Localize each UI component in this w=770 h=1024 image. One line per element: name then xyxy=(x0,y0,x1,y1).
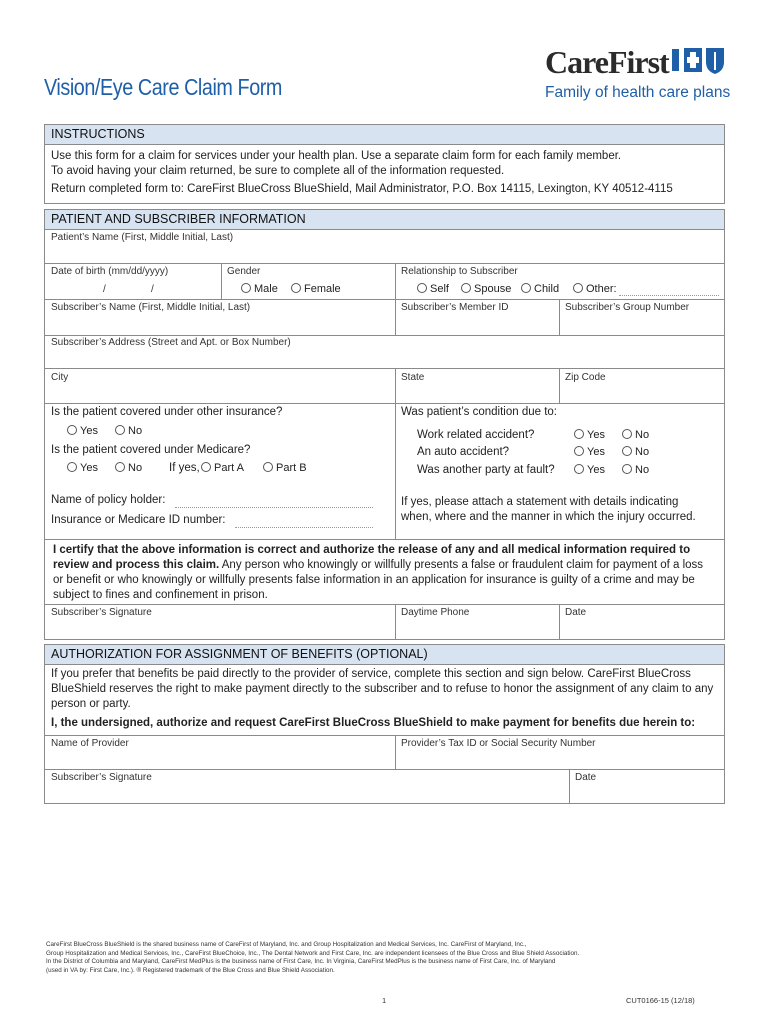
work-accident-label: Work related accident? xyxy=(417,429,535,441)
attach-statement-line-1: If yes, please attach a statement with details indicating xyxy=(401,496,679,508)
instructions-line-2: To avoid having your claim returned, be sure to complete all of the information requested. xyxy=(51,165,505,177)
member-id-label: Subscriber’s Member ID xyxy=(401,302,509,313)
medicare-part-b-radio[interactable]: Part B xyxy=(263,462,307,474)
logo-tagline: Family of health care plans xyxy=(545,84,731,101)
relationship-spouse-radio[interactable]: Spouse xyxy=(461,283,511,295)
party-fault-label: Was another party at fault? xyxy=(417,464,555,476)
subscriber-name-label: Subscriber’s Name (First, Middle Initial, Last) xyxy=(51,302,251,313)
radio-circle-icon xyxy=(461,283,471,293)
gender-label: Gender xyxy=(227,266,261,277)
authorization-section xyxy=(44,644,725,804)
carefirst-logo xyxy=(545,44,731,106)
instructions-line-1: Use this form for a claim for services under your health plan. Use a separate claim form for each family member. xyxy=(51,150,622,162)
radio-circle-icon xyxy=(521,283,531,293)
subscriber-signature-label: Subscriber’s Signature xyxy=(51,607,152,618)
insurance-id-input[interactable] xyxy=(235,527,373,528)
other-insurance-question: Is the patient covered under other insurance? xyxy=(51,406,283,418)
state-label: State xyxy=(401,372,425,383)
certification-text: I certify that the above information is correct and authorize the release of any and all medical information required to review and process this claim. Any person who knowingly or willfully presents a false or fraudulent claim for payment of a loss or benefit or who knowingly or willfully presents false information in an application for insurance is guilty of a crime and may be subject to fines and confinement in prison. xyxy=(53,544,704,601)
radio-circle-icon xyxy=(574,446,584,456)
city-label: City xyxy=(51,372,69,383)
auto-accident-label: An auto accident? xyxy=(417,446,510,458)
instructions-section xyxy=(44,124,725,204)
radio-circle-icon xyxy=(115,425,125,435)
authorization-date-label: Date xyxy=(575,772,597,783)
instructions-line-3: Return completed form to: CareFirst BlueCross BlueShield, Mail Administrator, P.O. Box 14115, Lexington, KY 40512-4115 xyxy=(51,183,673,195)
dob-separator-2: / xyxy=(151,284,154,295)
work-accident-yes-radio[interactable]: Yes xyxy=(574,429,605,441)
radio-circle-icon xyxy=(263,462,273,472)
patient-heading: PATIENT AND SUBSCRIBER INFORMATION xyxy=(45,210,724,230)
medicare-question: Is the patient covered under Medicare? xyxy=(51,444,251,456)
radio-circle-icon xyxy=(574,429,584,439)
radio-circle-icon xyxy=(574,464,584,474)
other-insurance-yes-radio[interactable]: Yes xyxy=(67,425,98,437)
medicare-no-radio[interactable]: No xyxy=(115,462,142,474)
footer-line-1: CareFirst BlueCross BlueShield is the shared business name of CareFirst of Maryland, Inc. and Group Hospitalization and Medical Services, Inc. CareFirst of Maryland, Inc., xyxy=(46,941,527,948)
form-code: CUT0166-15 (12/18) xyxy=(626,996,695,1005)
work-accident-no-radio[interactable]: No xyxy=(622,429,649,441)
patient-name-label: Patient’s Name (First, Middle Initial, Last) xyxy=(51,232,234,243)
other-insurance-no-radio[interactable]: No xyxy=(115,425,142,437)
gender-male-radio[interactable]: Male xyxy=(241,283,278,295)
group-number-label: Subscriber’s Group Number xyxy=(565,302,690,313)
condition-question: Was patient’s condition due to: xyxy=(401,406,557,418)
relationship-self-radio[interactable]: Self xyxy=(417,283,449,295)
auto-accident-no-radio[interactable]: No xyxy=(622,446,649,458)
radio-circle-icon xyxy=(291,283,301,293)
auto-accident-yes-radio[interactable]: Yes xyxy=(574,446,605,458)
radio-circle-icon xyxy=(201,462,211,472)
signature-date-label: Date xyxy=(565,607,587,618)
daytime-phone-label: Daytime Phone xyxy=(401,607,470,618)
radio-circle-icon xyxy=(622,446,632,456)
party-fault-no-radio[interactable]: No xyxy=(622,464,649,476)
other-relationship-input[interactable] xyxy=(619,295,719,296)
gender-female-radio[interactable]: Female xyxy=(291,283,341,295)
radio-circle-icon xyxy=(241,283,251,293)
cross-shield-icon xyxy=(670,46,726,76)
radio-circle-icon xyxy=(67,462,77,472)
policy-holder-input[interactable] xyxy=(175,507,373,508)
medicare-part-a-radio[interactable]: Part A xyxy=(201,462,244,474)
instructions-heading: INSTRUCTIONS xyxy=(45,125,724,145)
attach-statement-line-2: when, where and the manner in which the injury occurred. xyxy=(401,511,696,523)
authorization-heading: AUTHORIZATION FOR ASSIGNMENT OF BENEFITS (OPTIONAL) xyxy=(45,645,724,665)
radio-circle-icon xyxy=(67,425,77,435)
provider-name-label: Name of Provider xyxy=(51,738,129,749)
footer-line-4: (used in VA by: First Care, Inc.). ® Registered trademark of the Blue Cross and Blue Shield Association. xyxy=(46,966,335,974)
authorization-signature-label: Subscriber’s Signature xyxy=(51,772,152,783)
page-number: 1 xyxy=(382,996,387,1005)
dob-label: Date of birth (mm/dd/yyyy) xyxy=(51,266,169,277)
footer-line-2: Group Hospitalization and Medical Services, Inc., CareFirst BlueChoice, Inc., The Dental Network and First Care, Inc. are independent licensees of the Blue Cross and Blue Shield Association. xyxy=(46,949,580,957)
relationship-child-radio[interactable]: Child xyxy=(521,283,559,295)
authorization-statement: I, the undersigned, authorize and request CareFirst BlueCross BlueShield to make payment for benefits due herein to: xyxy=(51,717,696,729)
address-label: Subscriber’s Address (Street and Apt. or Box Number) xyxy=(51,337,291,348)
radio-circle-icon xyxy=(622,429,632,439)
radio-circle-icon xyxy=(417,283,427,293)
dob-separator-1: / xyxy=(103,284,106,295)
patient-subscriber-section xyxy=(44,209,725,640)
medicare-yes-radio[interactable]: Yes xyxy=(67,462,98,474)
medicare-if-yes-label: If yes, xyxy=(169,462,200,474)
footer-line-3: In the District of Columbia and Maryland, CareFirst MedPlus is the business name of First Care, Inc. In Virginia, CareFirst MedPlus is the business name of First Care, Inc. of Maryland xyxy=(46,958,556,966)
radio-circle-icon xyxy=(573,283,583,293)
zip-label: Zip Code xyxy=(565,372,606,383)
relationship-other-radio[interactable]: Other: xyxy=(573,283,617,295)
form-title: Vision/Eye Care Claim Form xyxy=(44,74,282,100)
policy-holder-label: Name of policy holder: xyxy=(51,494,166,506)
relationship-label: Relationship to Subscriber xyxy=(401,266,518,277)
insurance-id-label: Insurance or Medicare ID number: xyxy=(51,514,226,526)
provider-tax-id-label: Provider’s Tax ID or Social Security Number xyxy=(401,738,596,749)
radio-circle-icon xyxy=(115,462,125,472)
authorization-paragraph: If you prefer that benefits be paid directly to the provider of service, complete this section and sign below. CareFirst BlueCross BlueShield reserves the right to make payment directly to the subscriber and to refuse to honor the assignment of any claim to any person or party. xyxy=(51,668,714,710)
party-fault-yes-radio[interactable]: Yes xyxy=(574,464,605,476)
logo-wordmark: CareFirst xyxy=(545,44,669,80)
footer-legal xyxy=(46,941,686,975)
radio-circle-icon xyxy=(622,464,632,474)
